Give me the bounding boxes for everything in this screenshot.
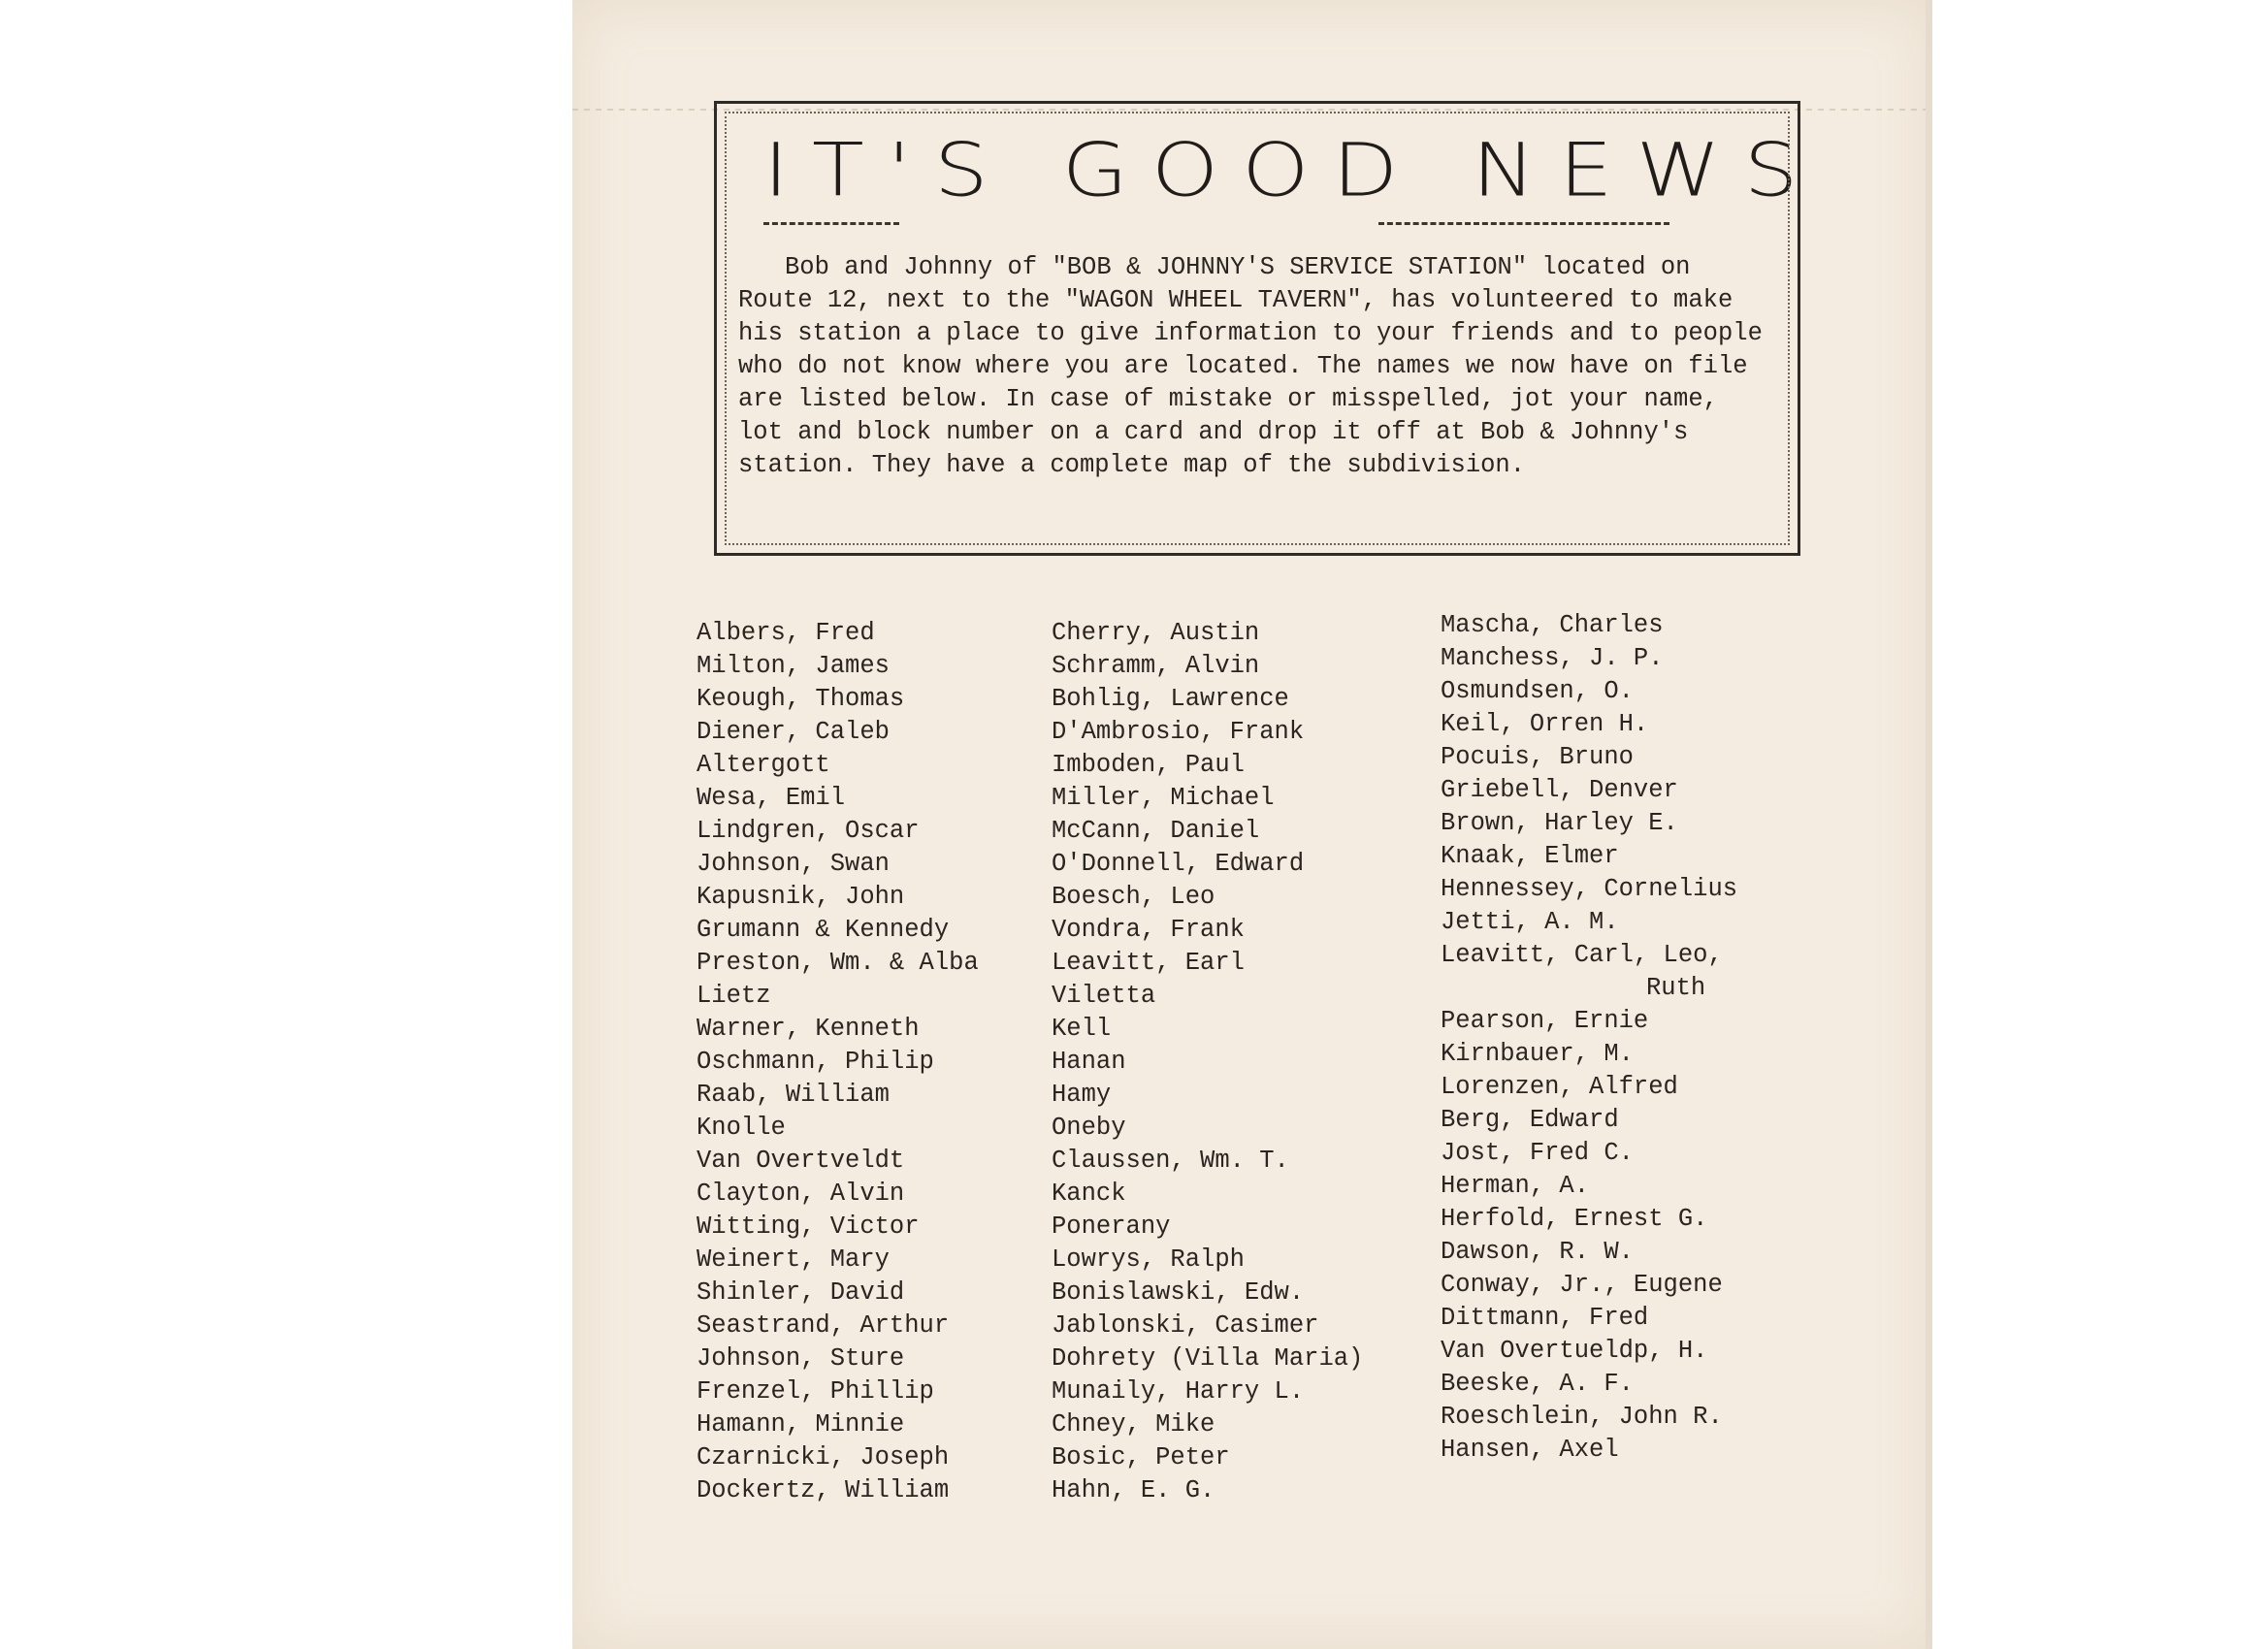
- name-entry: Preston, Wm. & Alba: [697, 949, 979, 977]
- name-entry: Oschmann, Philip: [697, 1048, 934, 1076]
- name-entry: Van Overtueldp, H.: [1441, 1337, 1708, 1365]
- page-edge: [1926, 0, 1932, 1649]
- name-entry: Albers, Fred: [697, 619, 875, 647]
- name-entry: Hamann, Minnie: [697, 1410, 905, 1439]
- name-entry: Wesa, Emil: [697, 784, 846, 812]
- name-entry: Leavitt, Earl: [1052, 949, 1245, 977]
- name-entry: Jablonski, Casimer: [1052, 1311, 1319, 1340]
- name-entry: Conway, Jr., Eugene: [1441, 1271, 1723, 1299]
- name-entry: Herfold, Ernest G.: [1441, 1205, 1708, 1233]
- name-entry: Seastrand, Arthur: [697, 1311, 950, 1340]
- name-entry: Jetti, A. M.: [1441, 908, 1619, 936]
- name-entry: Berg, Edward: [1441, 1106, 1619, 1134]
- name-entry: Ruth: [1646, 974, 1706, 1002]
- name-entry: O'Donnell, Edward: [1052, 850, 1305, 878]
- name-entry: Vondra, Frank: [1052, 916, 1245, 944]
- notice-box: [714, 101, 1822, 556]
- name-entry: Van Overtveldt: [697, 1147, 905, 1175]
- name-entry: Hansen, Axel: [1441, 1436, 1619, 1464]
- name-entry: Pearson, Ernie: [1441, 1007, 1649, 1035]
- headline-underline-right: [1378, 222, 1669, 225]
- name-entry: Kirnbauer, M.: [1441, 1040, 1634, 1068]
- name-entry: Chney, Mike: [1052, 1410, 1215, 1439]
- name-entry: Pocuis, Bruno: [1441, 743, 1634, 771]
- names-column-1: [697, 617, 979, 1507]
- name-entry: Altergott: [697, 751, 830, 779]
- name-entry: D'Ambrosio, Frank: [1052, 718, 1305, 746]
- name-entry: Beeske, A. F.: [1441, 1370, 1634, 1398]
- name-entry: McCann, Daniel: [1052, 817, 1260, 845]
- name-entry: Osmundsen, O.: [1441, 677, 1634, 705]
- name-entry: Kell: [1052, 1015, 1112, 1043]
- name-entry: Bonislawski, Edw.: [1052, 1278, 1305, 1307]
- name-entry: Dockertz, William: [697, 1476, 950, 1504]
- names-column-3: [1441, 609, 1737, 1467]
- name-entry: Diener, Caleb: [697, 718, 890, 746]
- name-entry: Miller, Michael: [1052, 784, 1275, 812]
- name-entry: Lorenzen, Alfred: [1441, 1073, 1678, 1101]
- name-entry: Clayton, Alvin: [697, 1180, 905, 1208]
- name-entry: Hanan: [1052, 1048, 1126, 1076]
- name-entry: Johnson, Sture: [697, 1344, 905, 1373]
- name-entry: Shinler, David: [697, 1278, 905, 1307]
- name-entry: Witting, Victor: [697, 1212, 920, 1241]
- name-entry: Lietz: [697, 982, 771, 1010]
- name-entry: Weinert, Mary: [697, 1245, 890, 1274]
- name-entry: Manchess, J. P.: [1441, 644, 1664, 672]
- name-entry: Boesch, Leo: [1052, 883, 1215, 911]
- name-entry: Munaily, Harry L.: [1052, 1377, 1305, 1406]
- headline-underline-left: [763, 222, 899, 225]
- name-entry: Dittmann, Fred: [1441, 1304, 1649, 1332]
- name-entry: Johnson, Swan: [697, 850, 890, 878]
- name-entry: Frenzel, Phillip: [697, 1377, 934, 1406]
- name-entry: Cherry, Austin: [1052, 619, 1260, 647]
- name-entry: Raab, William: [697, 1081, 890, 1109]
- name-entry: Roeschlein, John R.: [1441, 1403, 1723, 1431]
- name-entry: Brown, Harley E.: [1441, 809, 1678, 837]
- name-entry: Knaak, Elmer: [1441, 842, 1619, 870]
- name-entry: Keough, Thomas: [697, 685, 905, 713]
- name-entry: Bohlig, Lawrence: [1052, 685, 1289, 713]
- name-entry: Viletta: [1052, 982, 1156, 1010]
- name-entry: Milton, James: [697, 652, 890, 680]
- newsletter-page: [572, 0, 1932, 1649]
- name-entry: Claussen, Wm. T.: [1052, 1147, 1289, 1175]
- name-entry: Kapusnik, John: [697, 883, 905, 911]
- name-entry: Knolle: [697, 1114, 786, 1142]
- name-entry: Warner, Kenneth: [697, 1015, 920, 1043]
- name-entry: Mascha, Charles: [1441, 611, 1664, 639]
- name-entry: Herman, A.: [1441, 1172, 1590, 1200]
- name-entry: Lowrys, Ralph: [1052, 1245, 1245, 1274]
- name-entry: Czarnicki, Joseph: [697, 1443, 950, 1471]
- name-entry: Schramm, Alvin: [1052, 652, 1260, 680]
- name-entry: Hennessey, Cornelius: [1441, 875, 1738, 903]
- name-entry: Dawson, R. W.: [1441, 1238, 1634, 1266]
- headline: IT'S GOOD NEWS: [763, 127, 1822, 213]
- name-entry: Kanck: [1052, 1180, 1126, 1208]
- name-entry: Griebell, Denver: [1441, 776, 1678, 804]
- name-entry: Hahn, E. G.: [1052, 1476, 1215, 1504]
- name-entry: Jost, Fred C.: [1441, 1139, 1634, 1167]
- name-entry: Grumann & Kennedy: [697, 916, 950, 944]
- name-entry: Oneby: [1052, 1114, 1126, 1142]
- name-entry: Ponerany: [1052, 1212, 1171, 1241]
- name-entry: Dohrety (Villa Maria): [1052, 1344, 1364, 1373]
- name-entry: Lindgren, Oscar: [697, 817, 920, 845]
- name-entry: Keil, Orren H.: [1441, 710, 1649, 738]
- notice-paragraph: Bob and Johnny of "BOB & JOHNNY'S SERVICE STATION" located on Route 12, next to the "WAGON WHEEL TAVERN", has volunteered to make his station a place to give information to your friends and to people who do not know where you are located. The names we now have on file are listed below. In case of mistake or misspelled, jot your name, lot and block number on a card and drop it off at Bob & Johnny's station. They have a complete map of the subdivision.: [738, 253, 1763, 479]
- name-entry: Leavitt, Carl, Leo,: [1441, 941, 1723, 969]
- name-entry: Hamy: [1052, 1081, 1112, 1109]
- name-entry: Imboden, Paul: [1052, 751, 1245, 779]
- names-column-2: [1052, 617, 1363, 1507]
- name-entry: Bosic, Peter: [1052, 1443, 1230, 1471]
